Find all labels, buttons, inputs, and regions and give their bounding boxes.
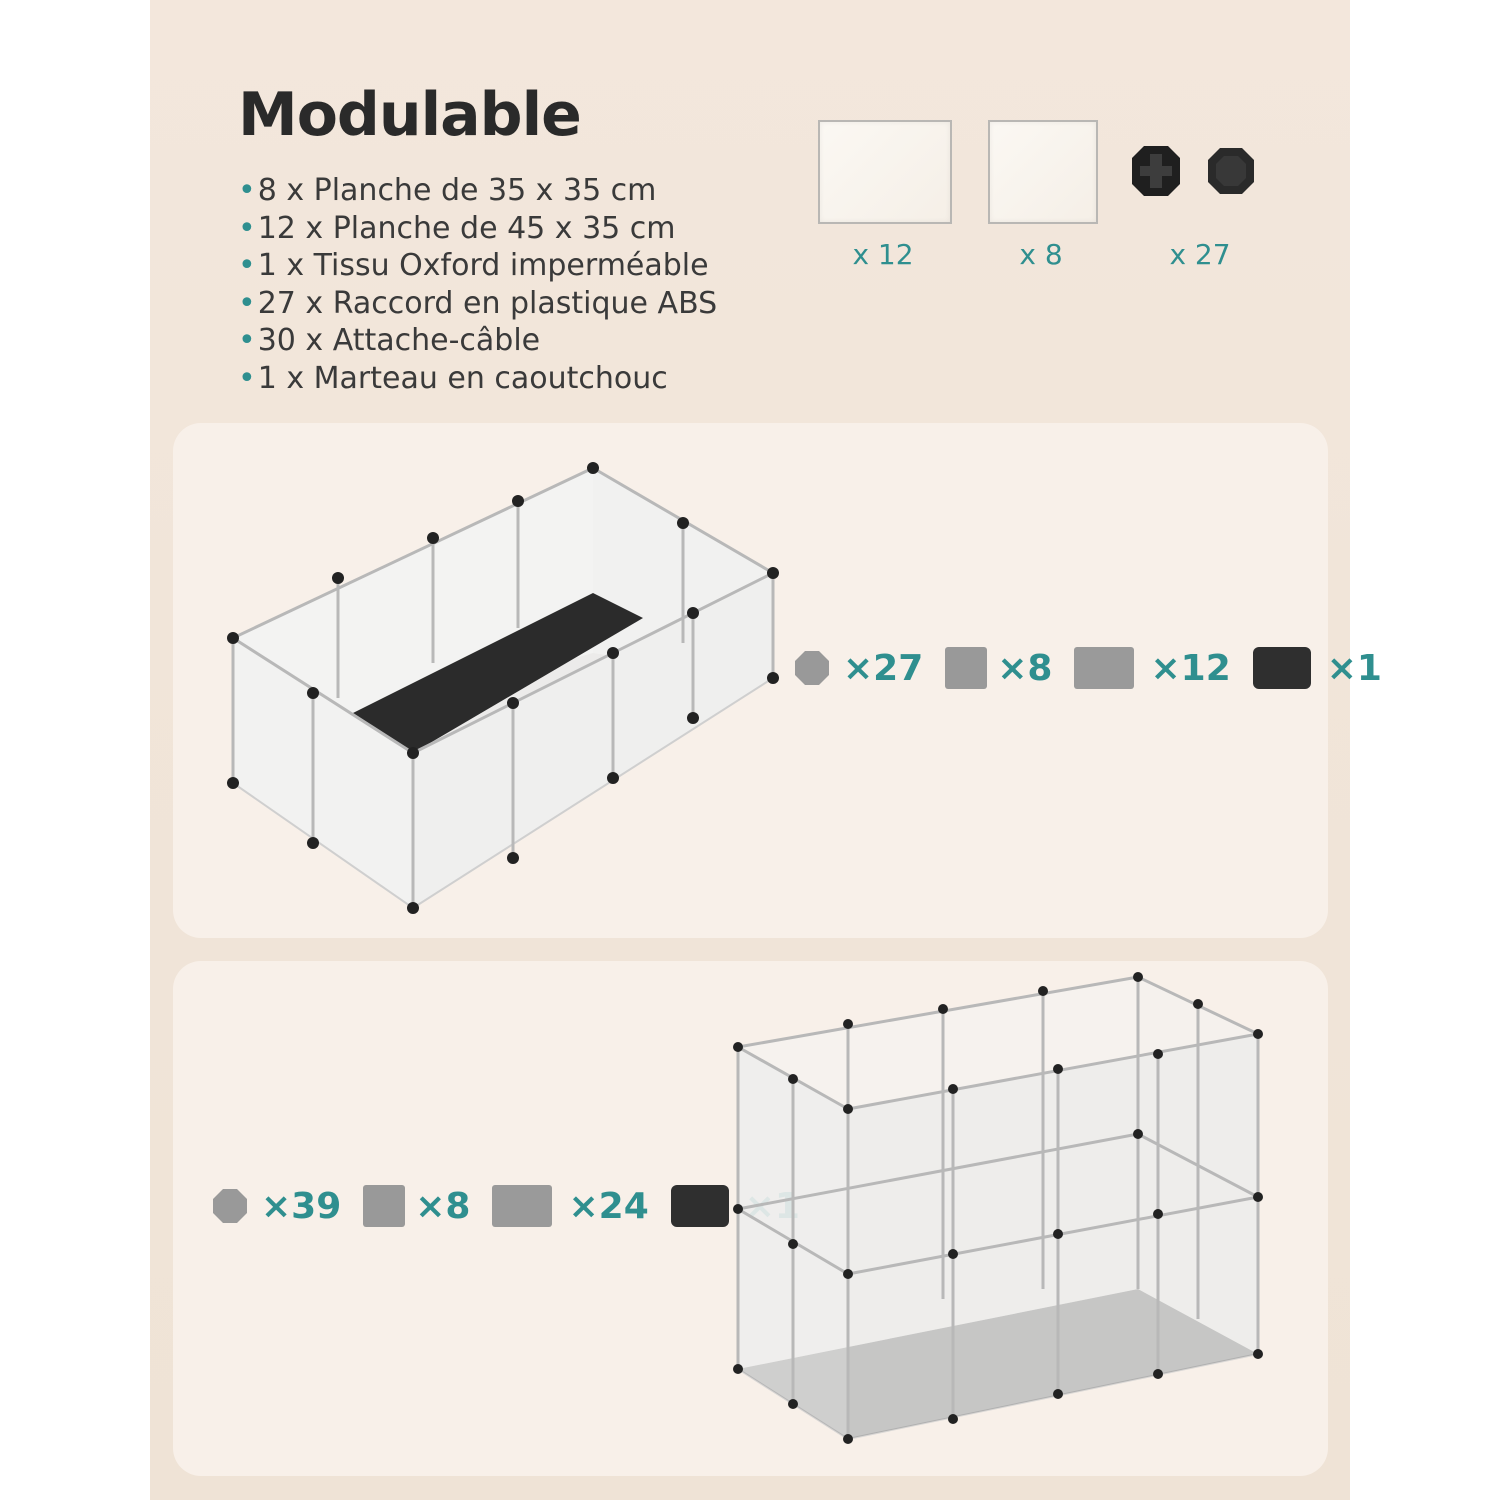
small-panel-qty: x 8 — [1019, 238, 1063, 271]
connector-icon — [1208, 148, 1254, 194]
enclosure-illustration-tall — [728, 969, 1278, 1469]
configuration-card-2 — [173, 961, 1328, 1476]
feature-item: •30 x Attache-câble — [238, 323, 541, 358]
configuration-card-1 — [173, 423, 1382, 938]
large-panel-count: ×12 — [1150, 647, 1231, 689]
large-panel-qty: x 12 — [852, 238, 914, 271]
feature-item: •27 x Raccord en plastique ABS — [238, 285, 718, 321]
small-panel-count: ×8 — [997, 647, 1053, 689]
connector-qty: x 27 — [1169, 238, 1231, 271]
small-panel-icon — [363, 1185, 405, 1227]
connector-icon — [1132, 146, 1180, 196]
feature-item: •1 x Tissu Oxford imperméable — [238, 248, 709, 283]
feature-item: •8 x Planche de 35 x 35 cm — [238, 173, 657, 208]
connector-icon — [795, 651, 829, 685]
connector-icon — [213, 1189, 247, 1223]
feature-item: •1 x Marteau en caoutchouc — [238, 360, 668, 396]
small-panel-count: ×8 — [415, 1185, 471, 1227]
mat-icon — [671, 1185, 729, 1227]
parts-legend-1 — [795, 647, 1404, 689]
large-panel-image — [818, 120, 952, 224]
feature-list — [238, 172, 717, 397]
product-infographic — [150, 0, 1382, 1500]
mat-icon — [1253, 647, 1311, 689]
enclosure-illustration-low — [213, 453, 793, 923]
connector-image — [1128, 140, 1268, 204]
mat-count: ×1 — [1326, 647, 1382, 689]
connector-count: ×27 — [843, 647, 924, 689]
small-panel-image — [988, 120, 1098, 224]
large-panel-count: ×24 — [568, 1185, 649, 1227]
large-panel-icon — [492, 1185, 552, 1227]
large-panel-icon — [1074, 647, 1134, 689]
page-title: Modulable — [238, 80, 581, 150]
connector-count: ×39 — [261, 1185, 342, 1227]
feature-item: •12 x Planche de 45 x 35 cm — [238, 210, 676, 246]
small-panel-icon — [945, 647, 987, 689]
